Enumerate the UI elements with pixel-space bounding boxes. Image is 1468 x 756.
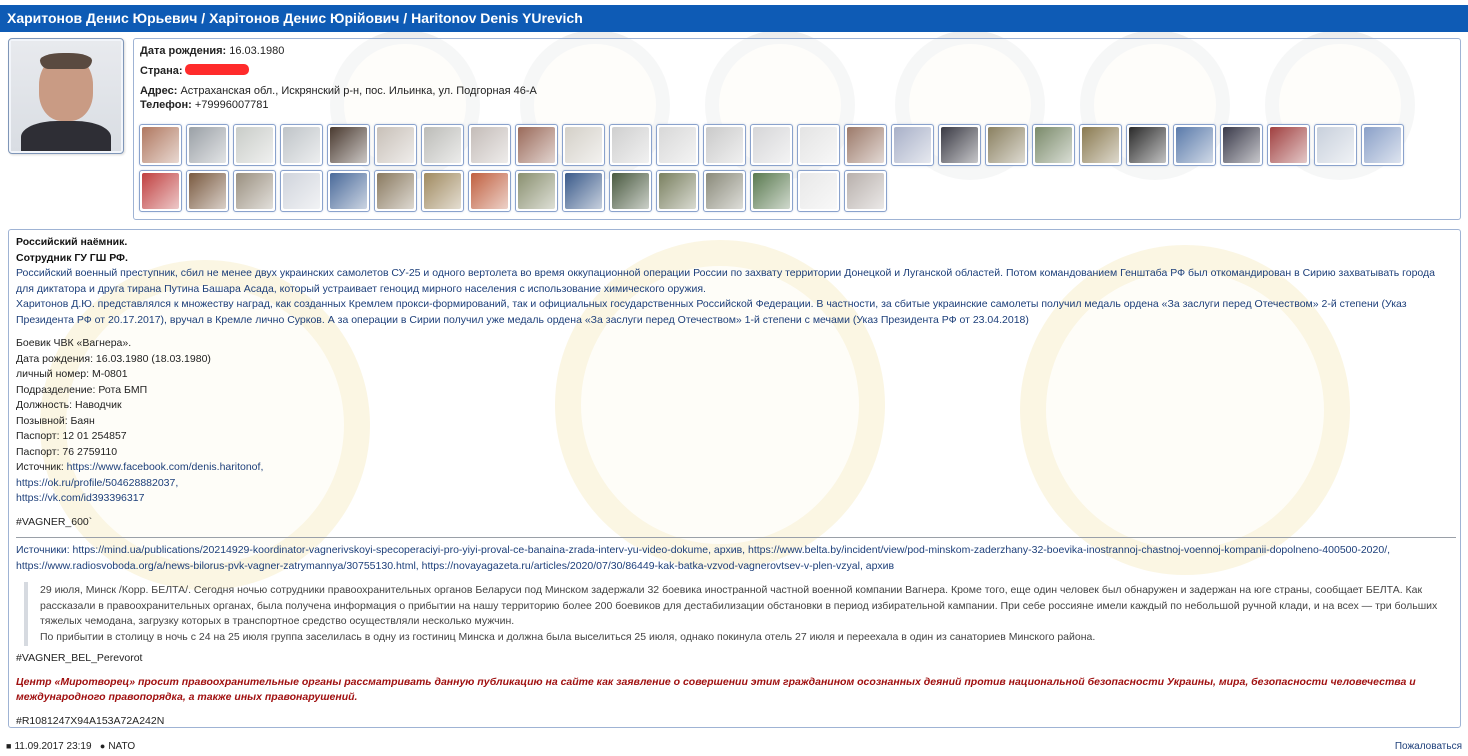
footer-meta xyxy=(6,741,135,752)
gallery-thumbnail[interactable] xyxy=(327,124,370,166)
desc-title-2: Сотрудник ГУ ГШ РФ. xyxy=(16,251,128,264)
dob-line: Дата рождения: 16.03.1980 xyxy=(140,45,285,57)
address-line: Адрес: Астраханская обл., Искрянский р-н, пос. Ильинка, ул. Подгорная 46-А xyxy=(140,85,537,97)
gallery-thumbnail[interactable] xyxy=(609,170,652,212)
info-panel xyxy=(133,38,1461,220)
thumbnail-image xyxy=(659,127,696,163)
tag-vagner-600[interactable]: #VAGNER_600` xyxy=(16,515,93,528)
thumbnail-image xyxy=(847,127,884,163)
post-author: NATO xyxy=(108,741,136,752)
wagner-line: Должность: Наводчик xyxy=(16,399,122,411)
gallery-thumbnail[interactable] xyxy=(750,170,793,212)
avatar xyxy=(11,41,121,151)
thumbnail-image xyxy=(142,173,179,209)
gallery-row-2 xyxy=(139,170,1459,212)
thumbnail-image xyxy=(283,127,320,163)
gallery-thumbnail[interactable] xyxy=(656,170,699,212)
record-id: #R1081247X94A153A72A242N xyxy=(16,714,165,727)
gallery-thumbnail[interactable] xyxy=(985,124,1028,166)
desc-paragraph-1: Российский военный преступник, сбил не менее двух украинских самолетов СУ-25 и одного вертолета во время оккупационной операции России по захвату территории Донецкой и Луганской областей. Потом командованием Генштаба РФ был откомандирован в Сирию захватывать города для диктатора и друга тирана Путина Башара Асада, который устраивает геноцид мирного населения с использование химического оружия. xyxy=(16,267,1435,295)
gallery-thumbnail[interactable] xyxy=(515,124,558,166)
user-icon: ● xyxy=(99,741,106,751)
thumbnail-image xyxy=(1270,127,1307,163)
gallery-thumbnail[interactable] xyxy=(1220,124,1263,166)
phone-line: Телефон: +79996007781 xyxy=(140,99,269,111)
thumbnail-image xyxy=(330,173,367,209)
gallery-thumbnail[interactable] xyxy=(844,170,887,212)
thumbnail-image xyxy=(1176,127,1213,163)
thumbnail-image xyxy=(1317,127,1354,163)
dob-value: 16.03.1980 xyxy=(226,45,285,57)
gallery-thumbnail[interactable] xyxy=(374,170,417,212)
gallery-thumbnail[interactable] xyxy=(844,124,887,166)
quote-paragraph-2: По прибытии в столицу в ночь с 24 на 25 июля группа заселилась в одну из гостиниц Минска и должна была выселиться 25 июля, однако покинула отель 27 июля и переехала в один из санаториев Минского района. xyxy=(40,630,1096,643)
thumbnail-image xyxy=(424,127,461,163)
wagner-line: личный номер: М-0801 xyxy=(16,368,128,380)
gallery-thumbnail[interactable] xyxy=(186,170,229,212)
thumbnail-image xyxy=(377,173,414,209)
footer xyxy=(0,737,1468,756)
phone-value: +79996007781 xyxy=(191,99,269,111)
thumbnail-image xyxy=(988,127,1025,163)
gallery-thumbnail[interactable] xyxy=(421,170,464,212)
thumbnail-image xyxy=(612,127,649,163)
thumbnail-image xyxy=(236,173,273,209)
gallery-thumbnail[interactable] xyxy=(938,124,981,166)
thumbnail-image xyxy=(800,173,837,209)
thumbnail-image xyxy=(894,127,931,163)
thumbnail-image xyxy=(847,173,884,209)
gallery-thumbnail[interactable] xyxy=(656,124,699,166)
thumbnail-image xyxy=(1035,127,1072,163)
thumbnail-image xyxy=(800,127,837,163)
thumbnail-image xyxy=(1129,127,1166,163)
source-link-facebook[interactable]: https://www.facebook.com/denis.haritonof, xyxy=(66,461,264,473)
sources-list[interactable]: Источники: https://mind.ua/publications/20214929-koordinator-vagnerivskoyi-specoperaciyi-pro-yiyi-proval-ce-banaina-zrada-interv-yu-video-dokume, архив, https://www.belta.by/incident/view/pod-minskom-zaderzhany-32-boevika-inostrannoj-chastnoj-voennoj-kompanii-dopolneno-400500-2020/, https://www.radiosvoboda.org/a/news-bilorus-pvk-vagner-zatrymannya/30755130.html, https://novayagazeta.ru/articles/2020/07/30/86449-kak-batka-vzvod-vagnerovtsev-v-plen-vzyal, архив xyxy=(16,544,1391,572)
gallery-thumbnail[interactable] xyxy=(1267,124,1310,166)
gallery-thumbnail[interactable] xyxy=(1079,124,1122,166)
thumbnail-image xyxy=(612,173,649,209)
thumbnail-image xyxy=(377,127,414,163)
source-link-vk[interactable]: https://vk.com/id393396317 xyxy=(16,492,145,504)
wagner-line: Паспорт: 76 2759110 xyxy=(16,445,118,458)
wagner-details xyxy=(16,336,1453,460)
source-link-ok[interactable]: https://ok.ru/profile/504628882037, xyxy=(16,476,179,489)
gallery-thumbnail[interactable] xyxy=(280,124,323,166)
gallery-thumbnail[interactable] xyxy=(891,124,934,166)
wagner-line: Боевик ЧВК «Вагнера». xyxy=(16,337,132,349)
gallery-thumbnail[interactable] xyxy=(750,124,793,166)
gallery-thumbnail[interactable] xyxy=(233,124,276,166)
tag-vagner-bel[interactable]: #VAGNER_BEL_Perevorot xyxy=(16,652,143,664)
gallery-thumbnail[interactable] xyxy=(703,124,746,166)
thumbnail-image xyxy=(1082,127,1119,163)
page-title: Харитонов Денис Юрьевич / Харітонов Денис Юрійович / Haritonov Denis YUrevich xyxy=(0,5,1468,32)
gallery-thumbnail[interactable] xyxy=(468,170,511,212)
thumbnail-image xyxy=(471,173,508,209)
thumbnail-image xyxy=(236,127,273,163)
address-value: Астраханская обл., Искрянский р-н, пос. Ильинка, ул. Подгорная 46-А xyxy=(177,85,537,97)
gallery-thumbnail[interactable] xyxy=(374,124,417,166)
gallery-thumbnail[interactable] xyxy=(1361,124,1404,166)
thumbnail-image xyxy=(753,173,790,209)
thumbnail-image xyxy=(706,173,743,209)
gallery-thumbnail[interactable] xyxy=(1126,124,1169,166)
complain-link[interactable]: Пожаловаться xyxy=(1394,741,1462,752)
thumbnail-image xyxy=(330,127,367,163)
gallery-thumbnail[interactable] xyxy=(797,170,840,212)
thumbnail-image xyxy=(189,127,226,163)
description-panel xyxy=(8,229,1461,728)
gallery-thumbnail[interactable] xyxy=(1173,124,1216,166)
profile-photo[interactable] xyxy=(8,38,124,154)
thumbnail-image xyxy=(189,173,226,209)
thumbnail-image xyxy=(659,173,696,209)
thumbnail-image xyxy=(518,173,555,209)
thumbnail-image xyxy=(142,127,179,163)
thumbnail-image xyxy=(565,173,602,209)
gallery-thumbnail[interactable] xyxy=(1314,124,1357,166)
country-line: Страна: xyxy=(140,64,1454,78)
gallery-thumbnail[interactable] xyxy=(515,170,558,212)
wagner-line: Подразделение: Рота БМП xyxy=(16,383,148,396)
gallery-thumbnail[interactable] xyxy=(1032,124,1075,166)
divider xyxy=(16,537,1456,538)
gallery-thumbnail[interactable] xyxy=(562,170,605,212)
gallery-thumbnail[interactable] xyxy=(468,124,511,166)
thumbnail-image xyxy=(565,127,602,163)
thumbnail-image xyxy=(941,127,978,163)
thumbnail-image xyxy=(424,173,461,209)
wagner-line: Дата рождения: 16.03.1980 (18.03.1980) xyxy=(16,352,211,365)
gallery-thumbnail[interactable] xyxy=(233,170,276,212)
gallery-thumbnail[interactable] xyxy=(421,124,464,166)
gallery-row-1 xyxy=(139,124,1459,166)
gallery-thumbnail[interactable] xyxy=(280,170,323,212)
thumbnail-image xyxy=(1364,127,1401,163)
gallery-thumbnail[interactable] xyxy=(703,170,746,212)
quote-paragraph-1: 29 июля, Минск /Корр. БЕЛТА/. Сегодня ночью сотрудники правоохранительных органов Беларуси под Минском задержали 32 боевика иностранной частной военной компании Вагнера. Кроме того, еще один человек был обнаружен и задержан на юге страны, сообщает БЕЛТА. Как рассказали в правоохранительных органах, была получена информация о прибытии на нашу территорию более 200 боевиков для дестабилизации обстановки в период избирательной кампании. При себе россияне имели каждый по небольшой ручной клади, и на всех — три больших тяжелых чемодана, загрузку которых в транспортное средство осуществляли несколько мужчин. xyxy=(40,584,1438,627)
thumbnail-image xyxy=(706,127,743,163)
legal-notice: Центр «Миротворец» просит правоохранительные органы рассматривать данную публикацию на сайте как заявление о совершении этим гражданином осознанных деяний против национальной безопасности Украины, мира, безопасности человечества и международного правопорядка, а также иных правонарушений. xyxy=(16,675,1416,703)
gallery-thumbnail[interactable] xyxy=(609,124,652,166)
thumbnail-image xyxy=(283,173,320,209)
calendar-icon: ■ xyxy=(6,741,12,751)
wagner-line: Позывной: Баян xyxy=(16,414,95,427)
photo-gallery xyxy=(139,124,1459,216)
gallery-thumbnail[interactable] xyxy=(797,124,840,166)
desc-title-1: Российский наёмник. xyxy=(16,236,128,248)
gallery-thumbnail[interactable] xyxy=(562,124,605,166)
wagner-line: Паспорт: 12 01 254857 xyxy=(16,430,127,442)
source-line: Источник: https://www.facebook.com/denis.haritonof, xyxy=(16,461,264,473)
news-quote xyxy=(24,582,1453,646)
gallery-thumbnail[interactable] xyxy=(327,170,370,212)
country-redacted xyxy=(185,64,249,75)
thumbnail-image xyxy=(753,127,790,163)
thumbnail-image xyxy=(471,127,508,163)
thumbnail-image xyxy=(518,127,555,163)
gallery-thumbnail[interactable] xyxy=(186,124,229,166)
desc-paragraph-2: Харитонов Д.Ю. представлялся к множеству наград, как созданных Кремлем прокси-формирований, так и официальных государственных Российской Федерации. В частности, за сбитые украинские самолеты получил медаль ордена «За заслуги перед Отечеством» 2-й степени (Указ Президента РФ от 20.17.2017), вручал в Кремле лично Сурков. А за операции в Сирии получил уже медаль ордена «За заслуги перед Отечеством» 1-й степени с мечами (Указ Президента РФ от 23.04.2018) xyxy=(16,298,1407,326)
gallery-thumbnail[interactable] xyxy=(139,124,182,166)
gallery-thumbnail[interactable] xyxy=(139,170,182,212)
post-date: 11.09.2017 23:19 xyxy=(14,741,92,752)
thumbnail-image xyxy=(1223,127,1260,163)
